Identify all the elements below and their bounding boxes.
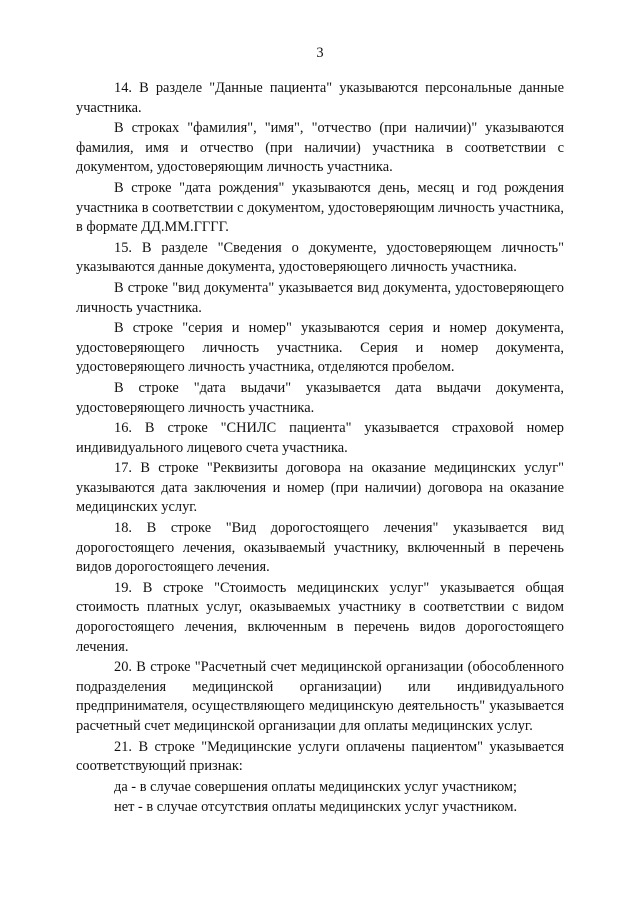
- paragraph-21: 21. В строке "Медицинские услуги оплачены пациентом" указывается соответствующий признак:: [76, 738, 564, 775]
- paragraph-15-series: В строке "серия и номер" указываются серия и номер документа, удостоверяющего личность участника. Серия и номер документа, удостоверяющего личность участника, отделяются пробелом.: [76, 320, 564, 376]
- page-number: 3: [316, 45, 324, 61]
- paragraph-21-no: нет - в случае отсутствия оплаты медицинских услуг участником.: [114, 799, 518, 816]
- paragraph-20: 20. В строке "Расчетный счет медицинской организации (обособленного подразделения медицинской организации) или индивидуального предпринимателя, осуществляющего медицинскую деятельность" указывается расчетный счет медицинской организации для оплаты медицинских услуг.: [76, 659, 564, 734]
- paragraph-15-doc-type: В строке "вид документа" указывается вид документа, удостоверяющего личность участника.: [76, 279, 564, 316]
- paragraph-16: 16. В строке "СНИЛС пациента" указывается страховой номер индивидуального лицевого счета участника.: [76, 420, 564, 456]
- paragraph-21-yes: да - в случае совершения оплаты медицинских услуг участником;: [114, 778, 518, 795]
- paragraph-18: 18. В строке "Вид дорогостоящего лечения" указывается вид дорогостоящего лечения, оказываемый участнику, включенный в перечень видов дорогостоящего лечения.: [76, 520, 564, 576]
- paragraph-14-names: В строках "фамилия", "имя", "отчество (при наличии)" указываются фамилия, имя и отчество (при наличии) участника в соответствии с документом, удостоверяющим личность участника.: [76, 120, 564, 176]
- document-body: [76, 79, 564, 818]
- paragraph-15-issue-date: В строке "дата выдачи" указывается дата выдачи документа, удостоверяющего личность участника.: [76, 379, 564, 416]
- paragraph-17: 17. В строке "Реквизиты договора на оказание медицинских услуг" указываются дата заключения и номер (при наличии) договора на оказание медицинских услуг.: [76, 460, 564, 516]
- paragraph-14: 14. В разделе "Данные пациента" указываются персональные данные участника.: [76, 80, 564, 116]
- paragraph-14-birthdate: В строке "дата рождения" указываются день, месяц и год рождения участника в соответствии с документом, удостоверяющим личность участника, в формате ДД.ММ.ГГГГ.: [76, 179, 564, 236]
- paragraph-19: 19. В строке "Стоимость медицинских услуг" указывается общая стоимость платных услуг, оказываемых участнику в соответствии с видом дорогостоящего лечения, включенным в перечень видов дорогостоящего лечения.: [76, 579, 564, 655]
- paragraph-15: 15. В разделе "Сведения о документе, удостоверяющем личность" указываются данные документа, удостоверяющего личность участника.: [76, 239, 564, 276]
